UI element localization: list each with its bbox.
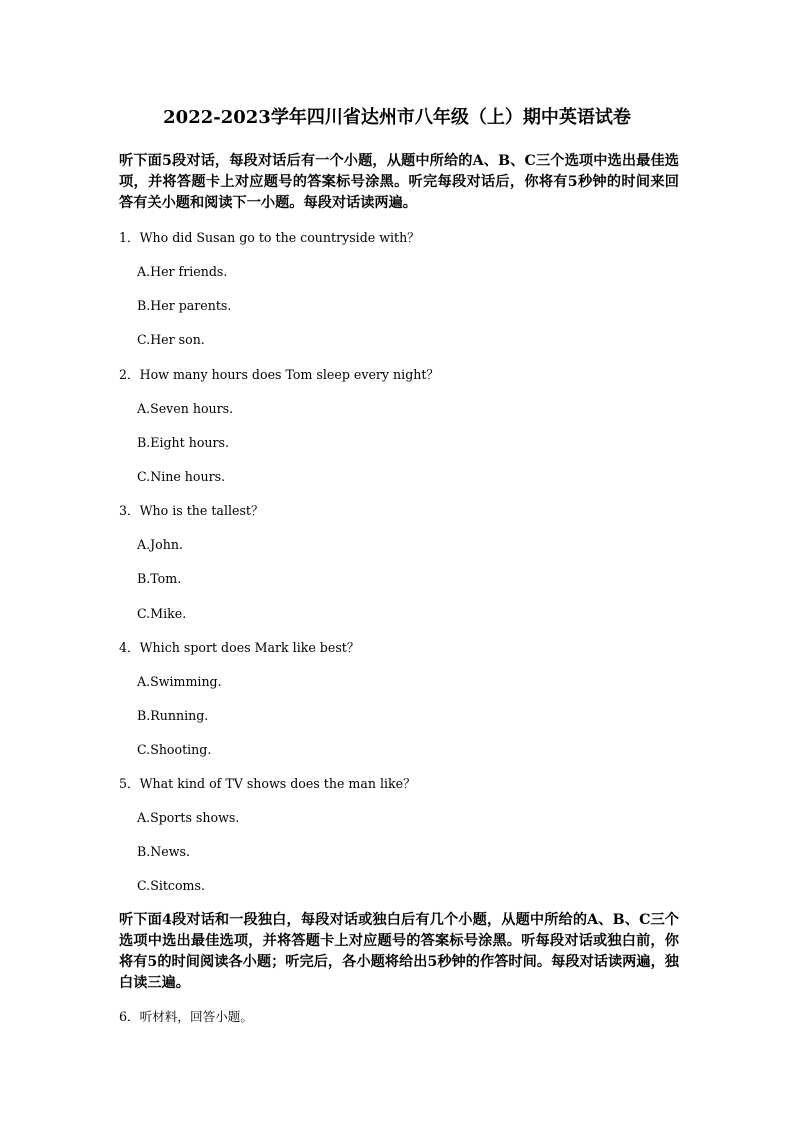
question-3-option-c: C.Mike. — [137, 606, 187, 621]
question-5-option-a: A.Sports shows. — [137, 810, 240, 825]
question-4-option-b: B.Running. — [137, 708, 209, 723]
question-1: 1．Who did Susan go to the countryside with？ — [119, 230, 420, 245]
question-2: 2．How many hours does Tom sleep every night？ — [119, 367, 440, 382]
section2-instruction: 听下面4段对话和一段独白，每段对话或独白后有几个小题，从题中所给的A、B、C三个选项中选出最佳选项，并将答题卡上对应题号的答案标号涂黑。听每段对话或独白前，你将有5的时间阅读各小题；听完后，各小题将给出5秒钟的作答时间。每段对话读两遍，独白读三遍。 — [119, 912, 679, 991]
question-2-option-b: B.Eight hours. — [137, 435, 230, 450]
question-2-option-c: C.Nine hours. — [137, 469, 226, 484]
section1-instruction: 听下面5段对话，每段对话后有一个小题，从题中所给的A、B、C三个选项中选出最佳选项，并将答题卡上对应题号的答案标号涂黑。听完每段对话后，你将有5秒钟的时间来回答有关小题和阅读下一小题。每段对话读两遍。 — [119, 153, 679, 211]
question-6: 6．听材料，回答小题。 — [119, 1009, 253, 1024]
question-1-option-c: C.Her son. — [137, 332, 205, 347]
question-4-option-c: C.Shooting. — [137, 742, 212, 757]
question-5-option-c: C.Sitcoms. — [137, 878, 205, 893]
question-4: 4．Which sport does Mark like best？ — [119, 640, 360, 655]
question-4-option-a: A.Swimming. — [137, 674, 222, 689]
question-5-option-b: B.News. — [137, 844, 190, 859]
question-5: 5．What kind of TV shows does the man like？ — [119, 776, 416, 791]
exam-title: 2022-2023学年四川省达州市八年级（上）期中英语试卷 — [163, 107, 631, 128]
question-3: 3．Who is the tallest？ — [119, 503, 264, 518]
question-3-option-b: B.Tom. — [137, 571, 182, 586]
question-2-option-a: A.Seven hours. — [137, 401, 234, 416]
question-1-option-a: A.Her friends. — [137, 264, 228, 279]
question-3-option-a: A.John. — [137, 537, 183, 552]
question-1-option-b: B.Her parents. — [137, 298, 232, 313]
